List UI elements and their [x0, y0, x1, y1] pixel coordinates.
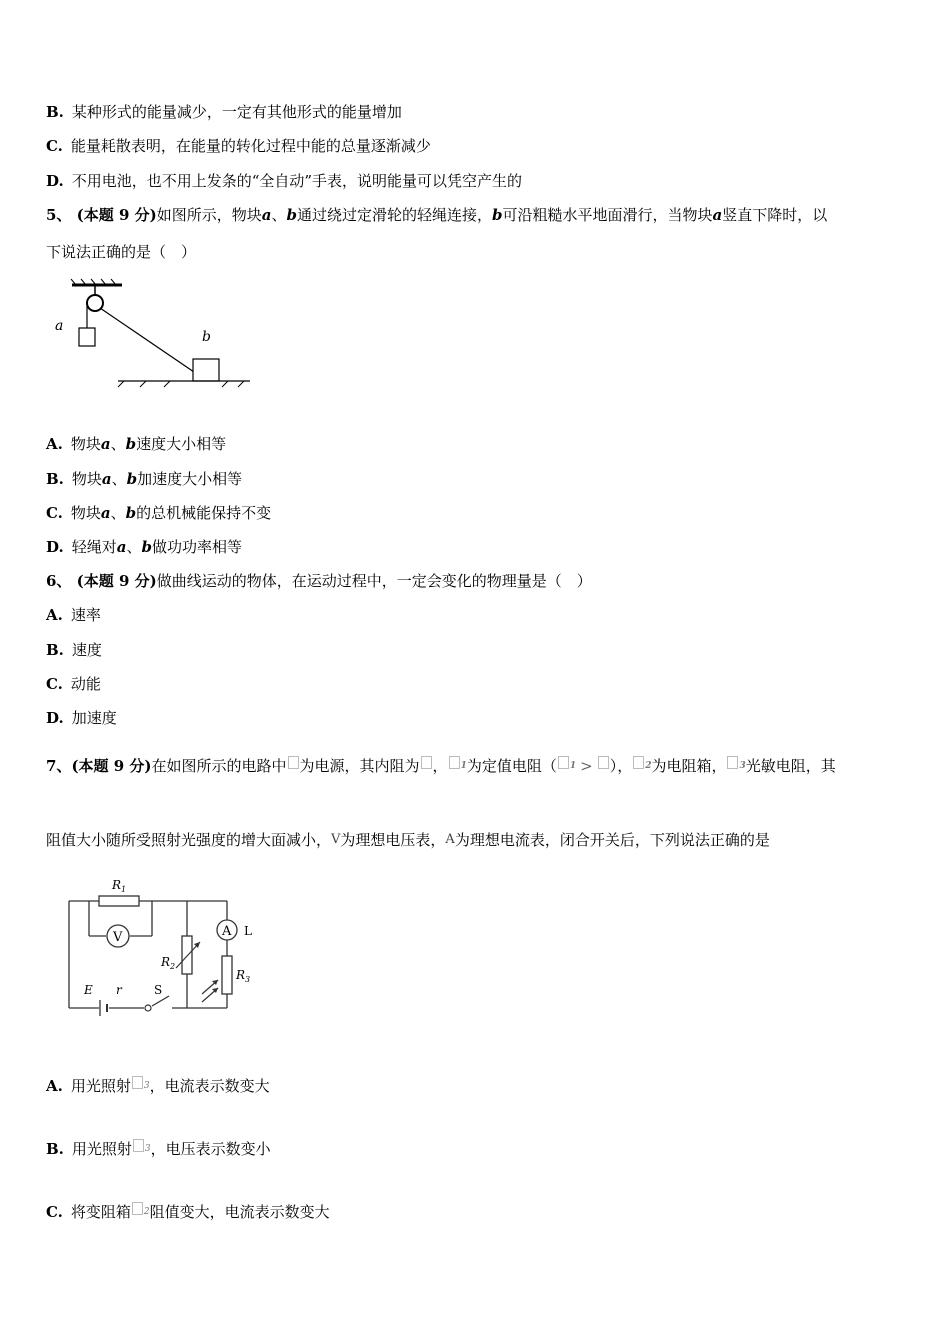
option-text: 阻值变大，电流表示数变大 [149, 1203, 330, 1221]
stem-text: 为电阻箱， [651, 757, 727, 775]
r2-label: R [161, 955, 171, 969]
resistor-r1 [99, 896, 139, 906]
option-label: C. [46, 1203, 63, 1221]
missing-glyph-icon [727, 756, 738, 769]
label-b: b [202, 329, 211, 345]
e-label: E [84, 983, 93, 997]
option-label: A. [46, 435, 63, 453]
question-score: (本题 9 分) [76, 572, 157, 590]
stem-text: 通过绕过定滑轮的轻绳连接， [297, 206, 493, 224]
missing-glyph-icon [598, 756, 609, 769]
stem-text: 阻值大小随所受照射光强度的增大面减小， [46, 831, 332, 849]
stem-text: 为电源，其内阻为 [299, 757, 420, 775]
q7-option-b [46, 1139, 271, 1159]
q4-option-d [46, 171, 522, 191]
stem-text: 为理想电压表， [340, 831, 446, 849]
resistor-r2 [182, 936, 192, 974]
svg-text:R1 [111, 878, 126, 894]
var-a: a [261, 206, 272, 224]
option-label: B. [46, 103, 64, 121]
option-text: 用光照射 [70, 1077, 131, 1095]
option-label: C. [46, 137, 63, 155]
var-b: b [126, 470, 138, 488]
missing-glyph-icon [421, 756, 432, 769]
subscript: 3 [143, 1081, 150, 1091]
var-a: a [100, 435, 111, 453]
option-label: C. [46, 504, 63, 522]
ammeter-label: A [222, 924, 232, 939]
missing-glyph-icon [558, 756, 569, 769]
stem-text: 做曲线运动的物体，在运动过程中，一定会变化的物理量是（ ） [156, 572, 592, 590]
q5-stem [46, 205, 827, 225]
stem-text: ， [432, 757, 448, 775]
subscript: 2 [143, 1207, 150, 1217]
option-text: 加速度大小相等 [137, 470, 243, 488]
switch-icon [145, 1005, 151, 1011]
q4-option-c [46, 136, 431, 156]
option-text: 速度 [71, 641, 102, 659]
q5-stem-line2 [46, 242, 196, 262]
q7-stem [46, 756, 836, 776]
question-number: 5、 [46, 206, 72, 224]
gt-symbol: > [580, 757, 593, 775]
missing-glyph-icon [132, 1076, 143, 1089]
r-label: r [116, 983, 122, 997]
option-text: 将变阻箱 [70, 1203, 131, 1221]
block-a [79, 328, 95, 346]
stem-text: 在如图所示的电路中 [151, 757, 287, 775]
option-sep: 、 [110, 435, 126, 453]
var-b: b [125, 435, 137, 453]
circuit-figure [64, 876, 264, 1021]
option-label: A. [46, 606, 63, 624]
q5-option-a [46, 434, 226, 454]
subscript: 3 [739, 761, 746, 771]
option-sep: 、 [126, 538, 142, 556]
q7-stem-line2 [46, 830, 770, 850]
stem-text: 竖直下降时，以 [722, 206, 828, 224]
stem-text: ）， [609, 757, 633, 775]
missing-glyph-icon [132, 1202, 143, 1215]
l-label: L [244, 924, 252, 938]
var-a: a [101, 470, 112, 488]
option-label: B. [46, 1140, 64, 1158]
var-a: a [712, 206, 723, 224]
q7-option-a [46, 1076, 270, 1096]
block-b [193, 359, 219, 381]
voltmeter-label: V [113, 930, 123, 945]
option-text: 能量耗散表明，在能量的转化过程中能的总量逐渐减少 [70, 137, 431, 155]
option-label: D. [46, 538, 64, 556]
option-label: B. [46, 641, 64, 659]
q5-option-b [46, 469, 242, 489]
var-b: b [492, 206, 503, 224]
q7-option-c [46, 1202, 330, 1222]
option-text: 用光照射 [71, 1140, 132, 1158]
option-text: 物块 [71, 470, 102, 488]
var-b: b [141, 538, 152, 556]
option-text: ，电压表示数变小 [150, 1140, 271, 1158]
option-label: D. [46, 172, 64, 190]
missing-glyph-icon [633, 756, 644, 769]
option-text: 不用电池，也不用上发条的“全自动”手表，说明能量可以凭空产生的 [71, 172, 523, 190]
r2-subscript: 2 [170, 962, 176, 971]
q6-option-d [46, 708, 117, 728]
missing-glyph-icon [288, 756, 299, 769]
var-a: a [116, 538, 127, 556]
option-label: A. [46, 1077, 63, 1095]
stem-text: 为理想电流表，闭合开关后，下列说法正确的是 [454, 831, 770, 849]
option-text: 某种形式的能量减少，一定有其他形式的能量增加 [71, 103, 402, 121]
stem-text: 光敏电阻，其 [745, 757, 836, 775]
r3-subscript: 3 [245, 975, 251, 984]
option-text: ，电流表示数变大 [149, 1077, 270, 1095]
q4-option-b [46, 102, 402, 122]
r1-subscript: 1 [121, 885, 127, 894]
subscript: 1 [569, 761, 577, 771]
var-b: b [286, 206, 298, 224]
photoresistor-r3 [222, 956, 232, 994]
question-score: (本题 9 分) [76, 206, 157, 224]
stem-text: 下说法正确的是（ ） [46, 243, 197, 261]
option-label: D. [46, 709, 64, 727]
option-text: 速率 [70, 606, 101, 624]
stem-sep: 、 [271, 206, 287, 224]
option-text: 轻绳对 [71, 538, 117, 556]
r3-label: R [236, 968, 246, 982]
option-sep: 、 [111, 470, 127, 488]
missing-glyph-icon [449, 756, 460, 769]
stem-text: 为定值电阻（ [466, 757, 557, 775]
label-a: a [55, 318, 64, 334]
voltmeter-symbol: V [331, 832, 341, 847]
q5-option-d [46, 537, 242, 557]
option-text: 的总机械能保持不变 [136, 504, 272, 522]
missing-glyph-icon [133, 1139, 144, 1152]
option-label: C. [46, 675, 63, 693]
q6-option-a [46, 605, 101, 625]
question-number: 6、 [46, 572, 72, 590]
q6-stem [46, 571, 592, 591]
stem-text: 可沿粗糙水平地面滑行，当物块 [502, 206, 713, 224]
svg-text:R2 [160, 955, 175, 971]
svg-text:R3 [235, 968, 250, 984]
pulley-figure [50, 275, 260, 390]
s-label: S [154, 983, 163, 997]
q5-option-c [46, 503, 271, 523]
question-number: 7、 [46, 757, 72, 775]
stem-text: 如图所示，物块 [156, 206, 262, 224]
subscript: 2 [645, 761, 652, 771]
q6-option-b [46, 640, 102, 660]
option-text: 物块 [70, 504, 101, 522]
option-text: 做功功率相等 [151, 538, 242, 556]
ammeter-symbol: A [445, 832, 455, 847]
option-text: 速度大小相等 [136, 435, 227, 453]
question-score: (本题 9 分) [71, 757, 152, 775]
option-text: 动能 [70, 675, 101, 693]
var-b: b [125, 504, 137, 522]
var-a: a [100, 504, 111, 522]
q6-option-c [46, 674, 101, 694]
option-sep: 、 [110, 504, 126, 522]
option-text: 物块 [70, 435, 101, 453]
option-text: 加速度 [71, 709, 117, 727]
r1-label: R [112, 878, 122, 892]
option-label: B. [46, 470, 64, 488]
subscript: 3 [144, 1144, 151, 1154]
subscript: 1 [460, 761, 467, 771]
